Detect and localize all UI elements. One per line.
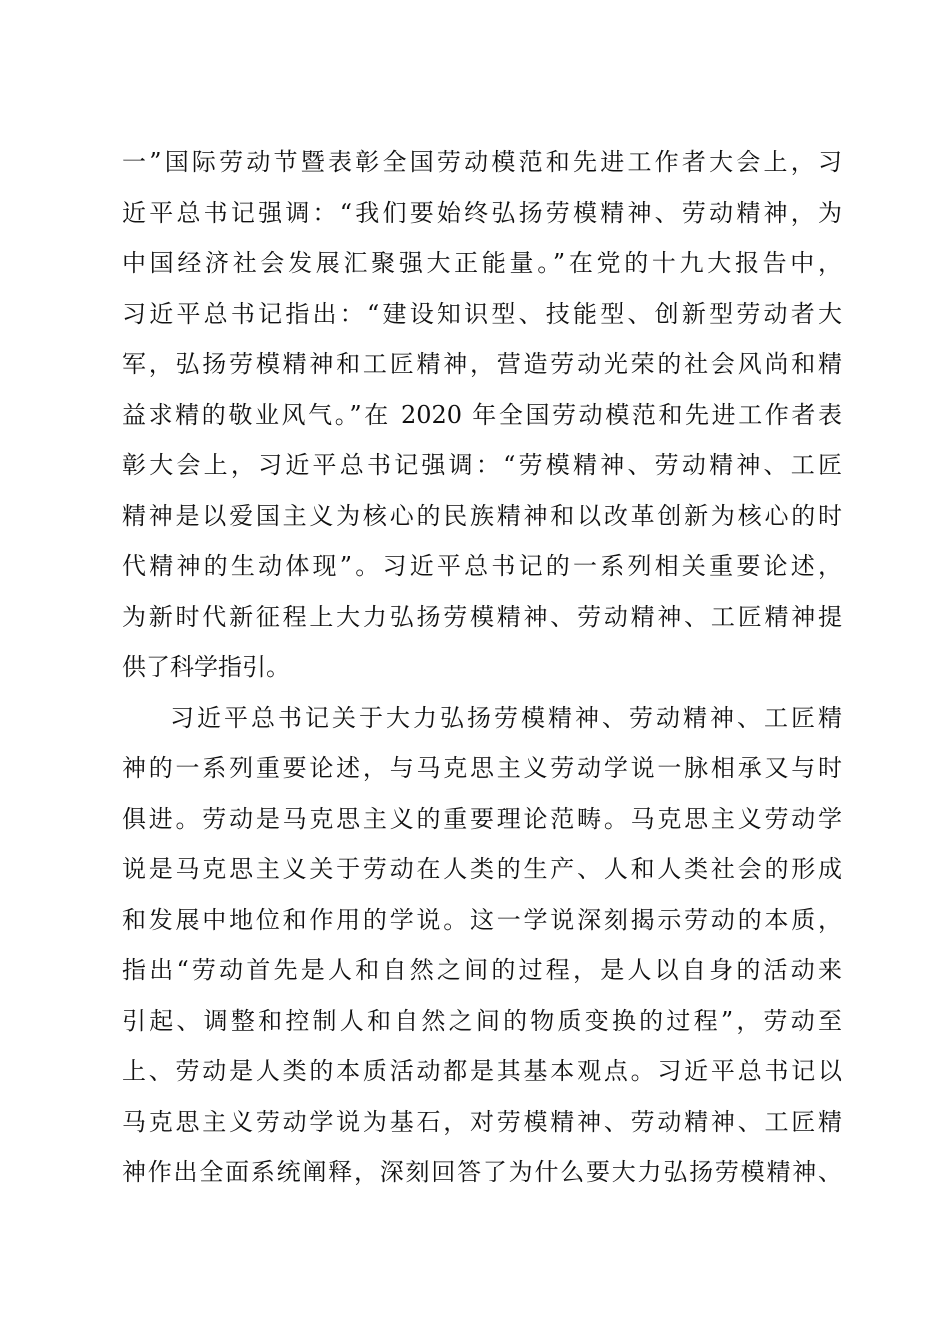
text-line: 上、劳动是人类的本质活动都是其基本观点。习近平总书记以 [122,1057,842,1085]
text-line: 供了科学指引。 [122,653,290,681]
text-line: 马克思主义劳动学说为基石，对劳模精神、劳动精神、工匠精 [122,1107,842,1136]
text-line: 引起、调整和控制人和自然之间的物质变换的过程”，劳动至 [122,1006,842,1035]
text-line: 俱进。劳动是马克思主义的重要理论范畴。马克思主义劳动学 [122,804,842,833]
text-line: 中国经济社会发展汇聚强大正能量。”在党的十九大报告中， [122,249,842,277]
paragraph-2 [122,693,842,1198]
text-line: 指出“劳动首先是人和自然之间的过程，是人以自身的活动来 [122,956,842,984]
text-line: 神作出全面系统阐释，深刻回答了为什么要大力弘扬劳模精神、 [122,1158,842,1186]
text-line: 说是马克思主义关于劳动在人类的生产、人和人类社会的形成 [122,855,842,883]
text-line: 和发展中地位和作用的学说。这一学说深刻揭示劳动的本质， [122,905,842,934]
text-line: 习近平总书记指出：“建设知识型、技能型、创新型劳动者大 [122,299,842,328]
text-line: 为新时代新征程上大力弘扬劳模精神、劳动精神、工匠精神提 [122,602,842,631]
text-line: 益求精的敬业风气。”在 2020 年全国劳动模范和先进工作者表 [122,400,842,429]
body-text [122,137,842,1198]
text-line: 精神是以爱国主义为核心的民族精神和以改革创新为核心的时 [122,501,842,530]
text-line: 代精神的生动体现”。习近平总书记的一系列相关重要论述， [122,552,842,580]
text-line: 神的一系列重要论述，与马克思主义劳动学说一脉相承又与时 [122,754,842,782]
paragraph-1 [122,137,842,693]
text-line: 近平总书记强调：“我们要始终弘扬劳模精神、劳动精神，为 [122,198,842,227]
text-line: 彰大会上，习近平总书记强调：“劳模精神、劳动精神、工匠 [122,451,842,479]
text-line: 一”国际劳动节暨表彰全国劳动模范和先进工作者大会上，习 [122,148,842,176]
text-line: 军，弘扬劳模精神和工匠精神，营造劳动光荣的社会风尚和精 [122,350,842,378]
text-line: 习近平总书记关于大力弘扬劳模精神、劳动精神、工匠精 [170,703,842,732]
